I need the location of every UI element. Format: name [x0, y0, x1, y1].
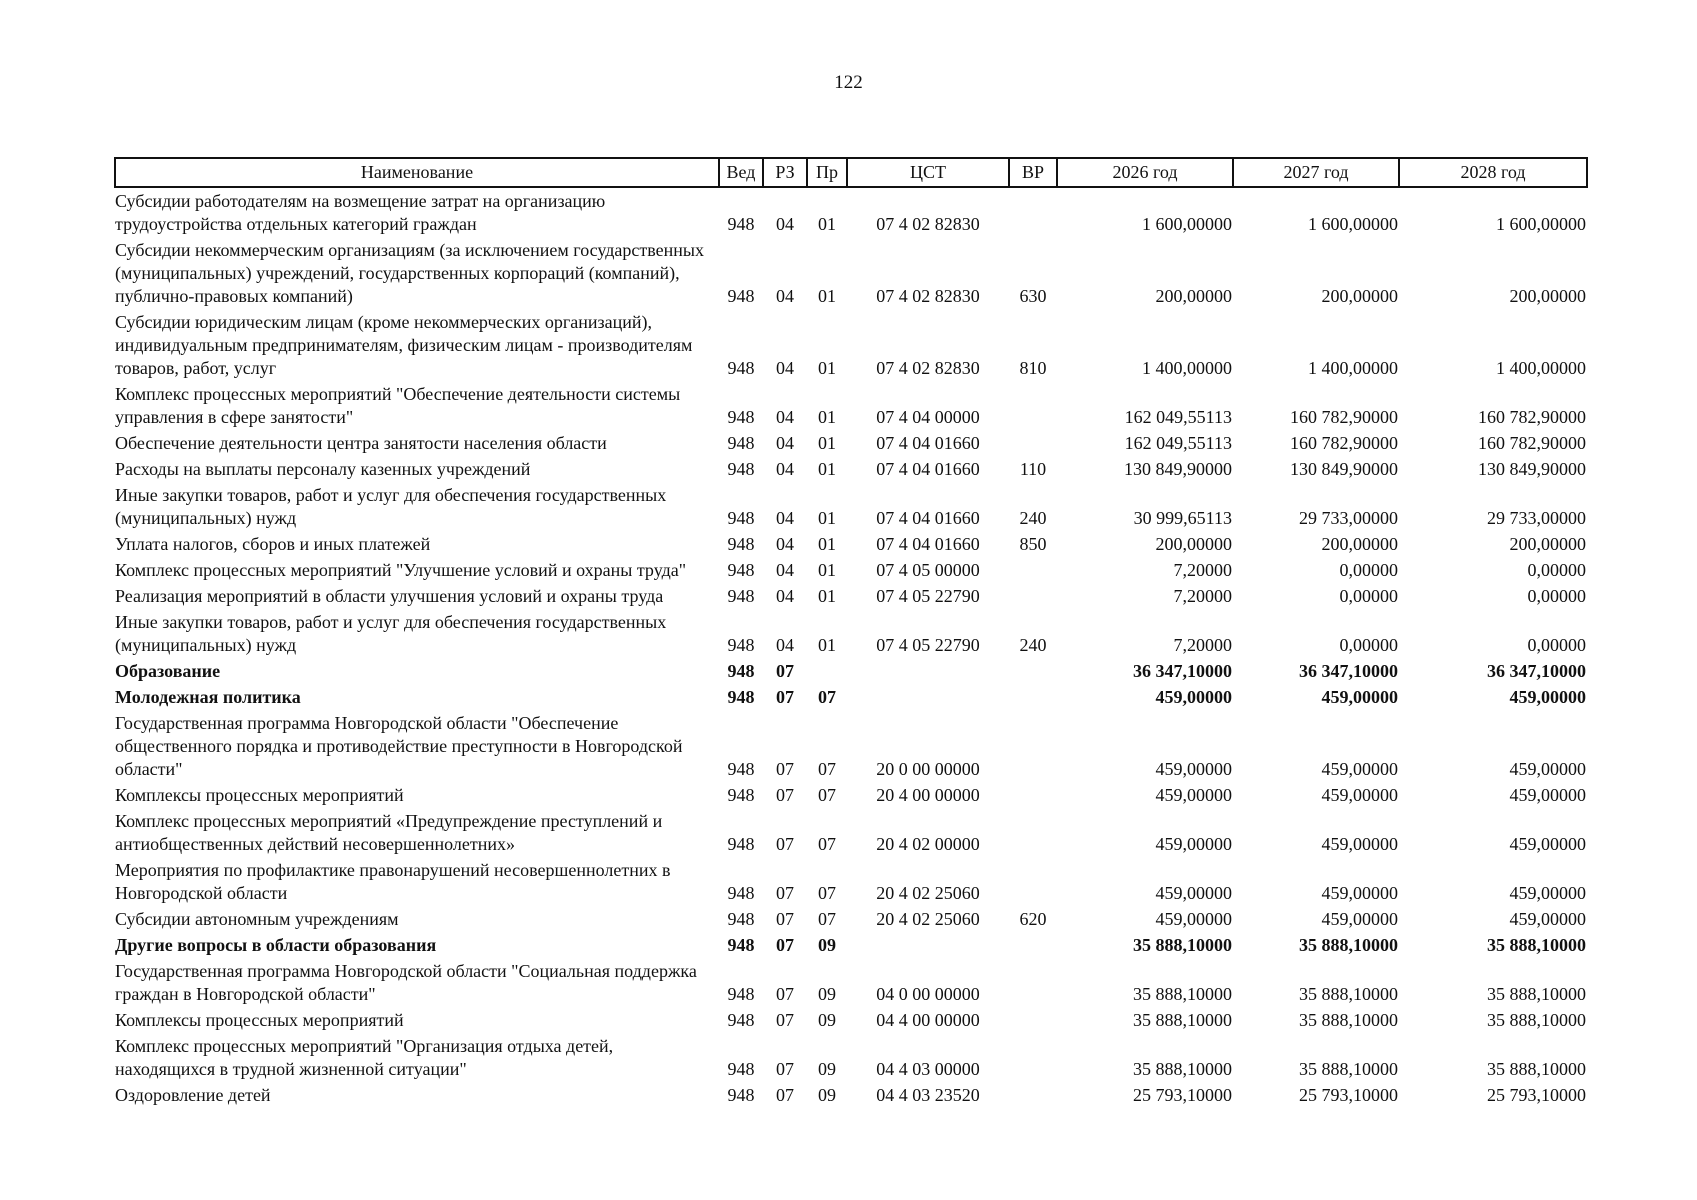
cell-vr [1009, 686, 1057, 712]
cell-cst: 07 4 02 82830 [876, 214, 980, 234]
cell-vr: 630 [1019, 286, 1047, 306]
cell-2026: 7,20000 [1173, 586, 1232, 606]
cell-ved: 948 [727, 407, 755, 427]
cell-2027: 1 400,00000 [1308, 358, 1398, 378]
cell-2028: 459,00000 [1509, 759, 1586, 779]
cell-vr [1009, 784, 1057, 810]
cell-rz: 04 [776, 534, 794, 554]
table-row [115, 239, 1587, 311]
cell-ved: 948 [727, 785, 755, 805]
cell-ved: 948 [727, 935, 755, 955]
cell-2026: 162 049,55113 [1124, 433, 1232, 453]
cell-name: Мероприятия по профилактике правонарушений несовершеннолетних в Новгородской области [115, 860, 671, 903]
cell-2028: 200,00000 [1509, 534, 1586, 554]
cell-2027: 459,00000 [1321, 785, 1398, 805]
cell-name: Государственная программа Новгородской области "Социальная поддержка граждан в Новгородской области" [115, 961, 697, 1004]
cell-2026: 30 999,65113 [1133, 508, 1232, 528]
cell-rz: 04 [776, 214, 794, 234]
table-body [115, 187, 1587, 1110]
cell-ved: 948 [727, 635, 755, 655]
cell-2028: 160 782,90000 [1478, 433, 1586, 453]
cell-pr: 01 [818, 586, 836, 606]
cell-2026: 459,00000 [1155, 909, 1232, 929]
cell-vr: 110 [1019, 459, 1047, 479]
cell-cst: 20 0 00 00000 [876, 759, 980, 779]
cell-ved: 948 [727, 1059, 755, 1079]
cell-name: Обеспечение деятельности центра занятости населения области [115, 433, 607, 453]
cell-2026: 35 888,10000 [1133, 1010, 1232, 1030]
cell-name: Государственная программа Новгородской области "Обеспечение общественного порядка и противодействие преступности в Новгородской области" [115, 713, 683, 779]
cell-name: Расходы на выплаты персоналу казенных учреждений [115, 459, 531, 479]
cell-rz: 07 [776, 759, 794, 779]
cell-2027: 459,00000 [1321, 834, 1398, 854]
cell-2026: 36 347,10000 [1133, 661, 1232, 681]
cell-rz: 04 [776, 508, 794, 528]
cell-2026: 459,00000 [1155, 687, 1232, 707]
cell-name: Комплексы процессных мероприятий [115, 785, 404, 805]
cell-2027: 160 782,90000 [1290, 433, 1398, 453]
cell-2027: 35 888,10000 [1299, 984, 1398, 1004]
cell-cst [847, 934, 1009, 960]
cell-cst: 07 4 04 01660 [876, 508, 980, 528]
table-row [115, 810, 1587, 859]
cell-2028: 130 849,90000 [1478, 459, 1586, 479]
cell-cst: 07 4 04 00000 [876, 407, 980, 427]
header-row [115, 158, 1587, 187]
cell-name: Другие вопросы в области образования [115, 935, 437, 955]
cell-name: Комплекс процессных мероприятий "Организация отдыха детей, находящихся в трудной жизненной ситуации" [115, 1036, 614, 1079]
cell-vr: 850 [1019, 534, 1047, 554]
cell-pr: 01 [818, 214, 836, 234]
cell-ved: 948 [727, 984, 755, 1004]
cell-pr: 01 [818, 358, 836, 378]
cell-2026: 7,20000 [1173, 635, 1232, 655]
cell-pr: 01 [818, 286, 836, 306]
cell-ved: 948 [727, 459, 755, 479]
cell-name: Иные закупки товаров, работ и услуг для обеспечения государственных (муниципальных) нужд [115, 612, 667, 655]
budget-table-container [114, 157, 1586, 1110]
cell-vr [1009, 432, 1057, 458]
cell-2027: 35 888,10000 [1299, 935, 1398, 955]
cell-vr [1009, 383, 1057, 432]
cell-ved: 948 [727, 834, 755, 854]
table-row [115, 1009, 1587, 1035]
cell-2028: 459,00000 [1509, 909, 1586, 929]
cell-2027: 160 782,90000 [1290, 407, 1398, 427]
cell-ved: 948 [727, 358, 755, 378]
cell-pr: 07 [818, 687, 836, 707]
cell-vr: 240 [1019, 635, 1047, 655]
cell-2028: 459,00000 [1509, 785, 1586, 805]
cell-2027: 130 849,90000 [1290, 459, 1398, 479]
cell-ved: 948 [727, 586, 755, 606]
cell-vr: 810 [1019, 358, 1047, 378]
cell-2028: 200,00000 [1509, 286, 1586, 306]
cell-2027: 459,00000 [1321, 909, 1398, 929]
cell-2026: 162 049,55113 [1124, 407, 1232, 427]
header-rz: РЗ [763, 158, 807, 187]
cell-2027: 0,00000 [1339, 560, 1398, 580]
cell-name: Комплекс процессных мероприятий "Обеспечение деятельности системы управления в сфере занятости" [115, 384, 681, 427]
cell-name: Субсидии автономным учреждениям [115, 909, 399, 929]
cell-cst: 07 4 04 01660 [876, 459, 980, 479]
cell-2028: 0,00000 [1527, 560, 1586, 580]
cell-name: Иные закупки товаров, работ и услуг для обеспечения государственных (муниципальных) нужд [115, 485, 667, 528]
cell-cst: 04 4 00 00000 [876, 1010, 980, 1030]
table-row [115, 484, 1587, 533]
cell-name: Комплекс процессных мероприятий «Предупреждение преступлений и антиобщественных действий несовершеннолетних» [115, 811, 663, 854]
cell-2027: 200,00000 [1321, 286, 1398, 306]
cell-pr: 01 [818, 635, 836, 655]
cell-ved: 948 [727, 433, 755, 453]
cell-2028: 160 782,90000 [1478, 407, 1586, 427]
cell-ved: 948 [727, 1085, 755, 1105]
table-row [115, 686, 1587, 712]
cell-cst: 04 0 00 00000 [876, 984, 980, 1004]
cell-vr [1009, 810, 1057, 859]
table-row [115, 585, 1587, 611]
cell-2028: 0,00000 [1527, 586, 1586, 606]
cell-2026: 459,00000 [1155, 785, 1232, 805]
cell-name: Образование [115, 661, 221, 681]
cell-cst: 20 4 02 00000 [876, 834, 980, 854]
table-row [115, 311, 1587, 383]
cell-pr: 01 [818, 407, 836, 427]
cell-vr [1009, 1035, 1057, 1084]
cell-2028: 35 888,10000 [1487, 984, 1586, 1004]
cell-vr [1009, 712, 1057, 784]
cell-pr: 07 [818, 834, 836, 854]
cell-name: Реализация мероприятий в области улучшения условий и охраны труда [115, 586, 664, 606]
cell-pr: 09 [818, 935, 836, 955]
cell-vr: 240 [1019, 508, 1047, 528]
cell-vr [1009, 660, 1057, 686]
cell-2026: 35 888,10000 [1133, 935, 1232, 955]
cell-ved: 948 [727, 534, 755, 554]
cell-2027: 459,00000 [1321, 687, 1398, 707]
cell-vr [1009, 934, 1057, 960]
cell-2026: 1 400,00000 [1142, 358, 1232, 378]
cell-2027: 35 888,10000 [1299, 1059, 1398, 1079]
cell-pr: 07 [818, 759, 836, 779]
cell-pr: 07 [818, 909, 836, 929]
table-row [115, 1035, 1587, 1084]
cell-2026: 35 888,10000 [1133, 984, 1232, 1004]
header-name: Наименование [115, 158, 719, 187]
cell-name: Молодежная политика [115, 687, 301, 707]
cell-ved: 948 [727, 661, 755, 681]
cell-rz: 07 [776, 883, 794, 903]
cell-2028: 0,00000 [1527, 635, 1586, 655]
cell-rz: 07 [776, 1010, 794, 1030]
cell-cst: 07 4 04 01660 [876, 433, 980, 453]
cell-vr: 620 [1019, 909, 1047, 929]
cell-ved: 948 [727, 883, 755, 903]
cell-rz: 07 [776, 1085, 794, 1105]
table-row [115, 1084, 1587, 1110]
cell-vr [1009, 859, 1057, 908]
cell-2027: 0,00000 [1339, 586, 1398, 606]
cell-rz: 04 [776, 635, 794, 655]
budget-table [114, 157, 1588, 1110]
cell-2027: 459,00000 [1321, 883, 1398, 903]
cell-cst: 20 4 02 25060 [876, 909, 980, 929]
cell-cst: 04 4 03 00000 [876, 1059, 980, 1079]
table-row [115, 960, 1587, 1009]
cell-ved: 948 [727, 687, 755, 707]
cell-2026: 459,00000 [1155, 883, 1232, 903]
header-2028: 2028 год [1399, 158, 1587, 187]
table-row [115, 908, 1587, 934]
cell-rz: 04 [776, 560, 794, 580]
cell-pr: 07 [818, 785, 836, 805]
cell-rz: 07 [776, 687, 794, 707]
cell-2028: 459,00000 [1509, 883, 1586, 903]
cell-cst: 07 4 05 22790 [876, 586, 980, 606]
cell-2028: 1 600,00000 [1496, 214, 1586, 234]
cell-2028: 1 400,00000 [1496, 358, 1586, 378]
cell-cst: 07 4 05 00000 [876, 560, 980, 580]
cell-2026: 459,00000 [1155, 759, 1232, 779]
cell-2026: 7,20000 [1173, 560, 1232, 580]
cell-name: Комплексы процессных мероприятий [115, 1010, 404, 1030]
cell-2028: 459,00000 [1509, 834, 1586, 854]
cell-cst: 20 4 00 00000 [876, 785, 980, 805]
cell-2027: 0,00000 [1339, 635, 1398, 655]
cell-2027: 25 793,10000 [1299, 1085, 1398, 1105]
cell-vr [1009, 559, 1057, 585]
cell-2028: 459,00000 [1509, 687, 1586, 707]
cell-ved: 948 [727, 508, 755, 528]
cell-pr: 07 [818, 883, 836, 903]
cell-cst [847, 660, 1009, 686]
cell-ved: 948 [727, 214, 755, 234]
cell-2028: 35 888,10000 [1487, 1059, 1586, 1079]
cell-rz: 04 [776, 433, 794, 453]
cell-rz: 07 [776, 909, 794, 929]
cell-pr: 01 [818, 534, 836, 554]
cell-cst: 07 4 04 01660 [876, 534, 980, 554]
cell-pr: 09 [818, 984, 836, 1004]
cell-2026: 200,00000 [1155, 286, 1232, 306]
cell-2028: 29 733,00000 [1487, 508, 1586, 528]
page-number: 122 [834, 72, 863, 93]
cell-2026: 1 600,00000 [1142, 214, 1232, 234]
table-row [115, 187, 1587, 239]
table-header [115, 158, 1587, 187]
cell-rz: 07 [776, 785, 794, 805]
header-cst: ЦСТ [847, 158, 1009, 187]
cell-2027: 29 733,00000 [1299, 508, 1398, 528]
cell-rz: 07 [776, 935, 794, 955]
cell-name: Субсидии работодателям на возмещение затрат на организацию трудоустройства отдельных категорий граждан [115, 191, 606, 234]
cell-pr: 01 [818, 433, 836, 453]
cell-pr: 09 [818, 1085, 836, 1105]
cell-rz: 04 [776, 358, 794, 378]
cell-rz: 07 [776, 834, 794, 854]
cell-ved: 948 [727, 1010, 755, 1030]
cell-cst [847, 686, 1009, 712]
table-row [115, 660, 1587, 686]
cell-pr [807, 660, 847, 686]
cell-rz: 07 [776, 1059, 794, 1079]
cell-2026: 200,00000 [1155, 534, 1232, 554]
cell-cst: 20 4 02 25060 [876, 883, 980, 903]
cell-ved: 948 [727, 560, 755, 580]
cell-ved: 948 [727, 759, 755, 779]
cell-2027: 35 888,10000 [1299, 1010, 1398, 1030]
cell-cst: 07 4 05 22790 [876, 635, 980, 655]
header-pr: Пр [807, 158, 847, 187]
cell-2028: 35 888,10000 [1487, 935, 1586, 955]
cell-2026: 35 888,10000 [1133, 1059, 1232, 1079]
cell-cst: 07 4 02 82830 [876, 358, 980, 378]
table-row [115, 712, 1587, 784]
cell-name: Комплекс процессных мероприятий "Улучшение условий и охраны труда" [115, 560, 687, 580]
cell-rz: 04 [776, 586, 794, 606]
cell-2026: 459,00000 [1155, 834, 1232, 854]
header-vr: ВР [1009, 158, 1057, 187]
cell-name: Субсидии некоммерческим организациям (за исключением государственных (муниципальных) учреждений, государственных корпораций (компаний), публично-правовых компаний) [115, 240, 705, 306]
cell-ved: 948 [727, 909, 755, 929]
cell-2027: 36 347,10000 [1299, 661, 1398, 681]
cell-rz: 07 [776, 984, 794, 1004]
cell-rz: 04 [776, 407, 794, 427]
cell-name: Субсидии юридическим лицам (кроме некоммерческих организаций), индивидуальным предпринимателям, физическим лицам - производителям товаров, работ, услуг [115, 312, 693, 378]
cell-rz: 04 [776, 286, 794, 306]
table-row [115, 784, 1587, 810]
header-ved: Вед [719, 158, 763, 187]
cell-2028: 25 793,10000 [1487, 1085, 1586, 1105]
cell-name: Уплата налогов, сборов и иных платежей [115, 534, 431, 554]
cell-name: Оздоровление детей [115, 1085, 271, 1105]
cell-cst: 04 4 03 23520 [876, 1085, 980, 1105]
cell-ved: 948 [727, 286, 755, 306]
cell-2026: 25 793,10000 [1133, 1085, 1232, 1105]
cell-pr: 09 [818, 1059, 836, 1079]
table-row [115, 859, 1587, 908]
table-row [115, 383, 1587, 432]
cell-2027: 459,00000 [1321, 759, 1398, 779]
cell-pr: 01 [818, 560, 836, 580]
cell-pr: 01 [818, 508, 836, 528]
cell-2028: 36 347,10000 [1487, 661, 1586, 681]
table-row [115, 432, 1587, 458]
header-2026: 2026 год [1057, 158, 1233, 187]
table-row [115, 611, 1587, 660]
table-row [115, 934, 1587, 960]
cell-2027: 1 600,00000 [1308, 214, 1398, 234]
header-2027: 2027 год [1233, 158, 1399, 187]
cell-rz: 07 [776, 661, 794, 681]
table-row [115, 458, 1587, 484]
cell-vr [1009, 1084, 1057, 1110]
cell-vr [1009, 187, 1057, 239]
cell-pr: 09 [818, 1010, 836, 1030]
table-row [115, 559, 1587, 585]
cell-vr [1009, 960, 1057, 1009]
cell-pr: 01 [818, 459, 836, 479]
cell-2027: 200,00000 [1321, 534, 1398, 554]
cell-2026: 130 849,90000 [1124, 459, 1232, 479]
cell-cst: 07 4 02 82830 [876, 286, 980, 306]
cell-vr [1009, 1009, 1057, 1035]
cell-2028: 35 888,10000 [1487, 1010, 1586, 1030]
cell-vr [1009, 585, 1057, 611]
table-row [115, 533, 1587, 559]
cell-rz: 04 [776, 459, 794, 479]
